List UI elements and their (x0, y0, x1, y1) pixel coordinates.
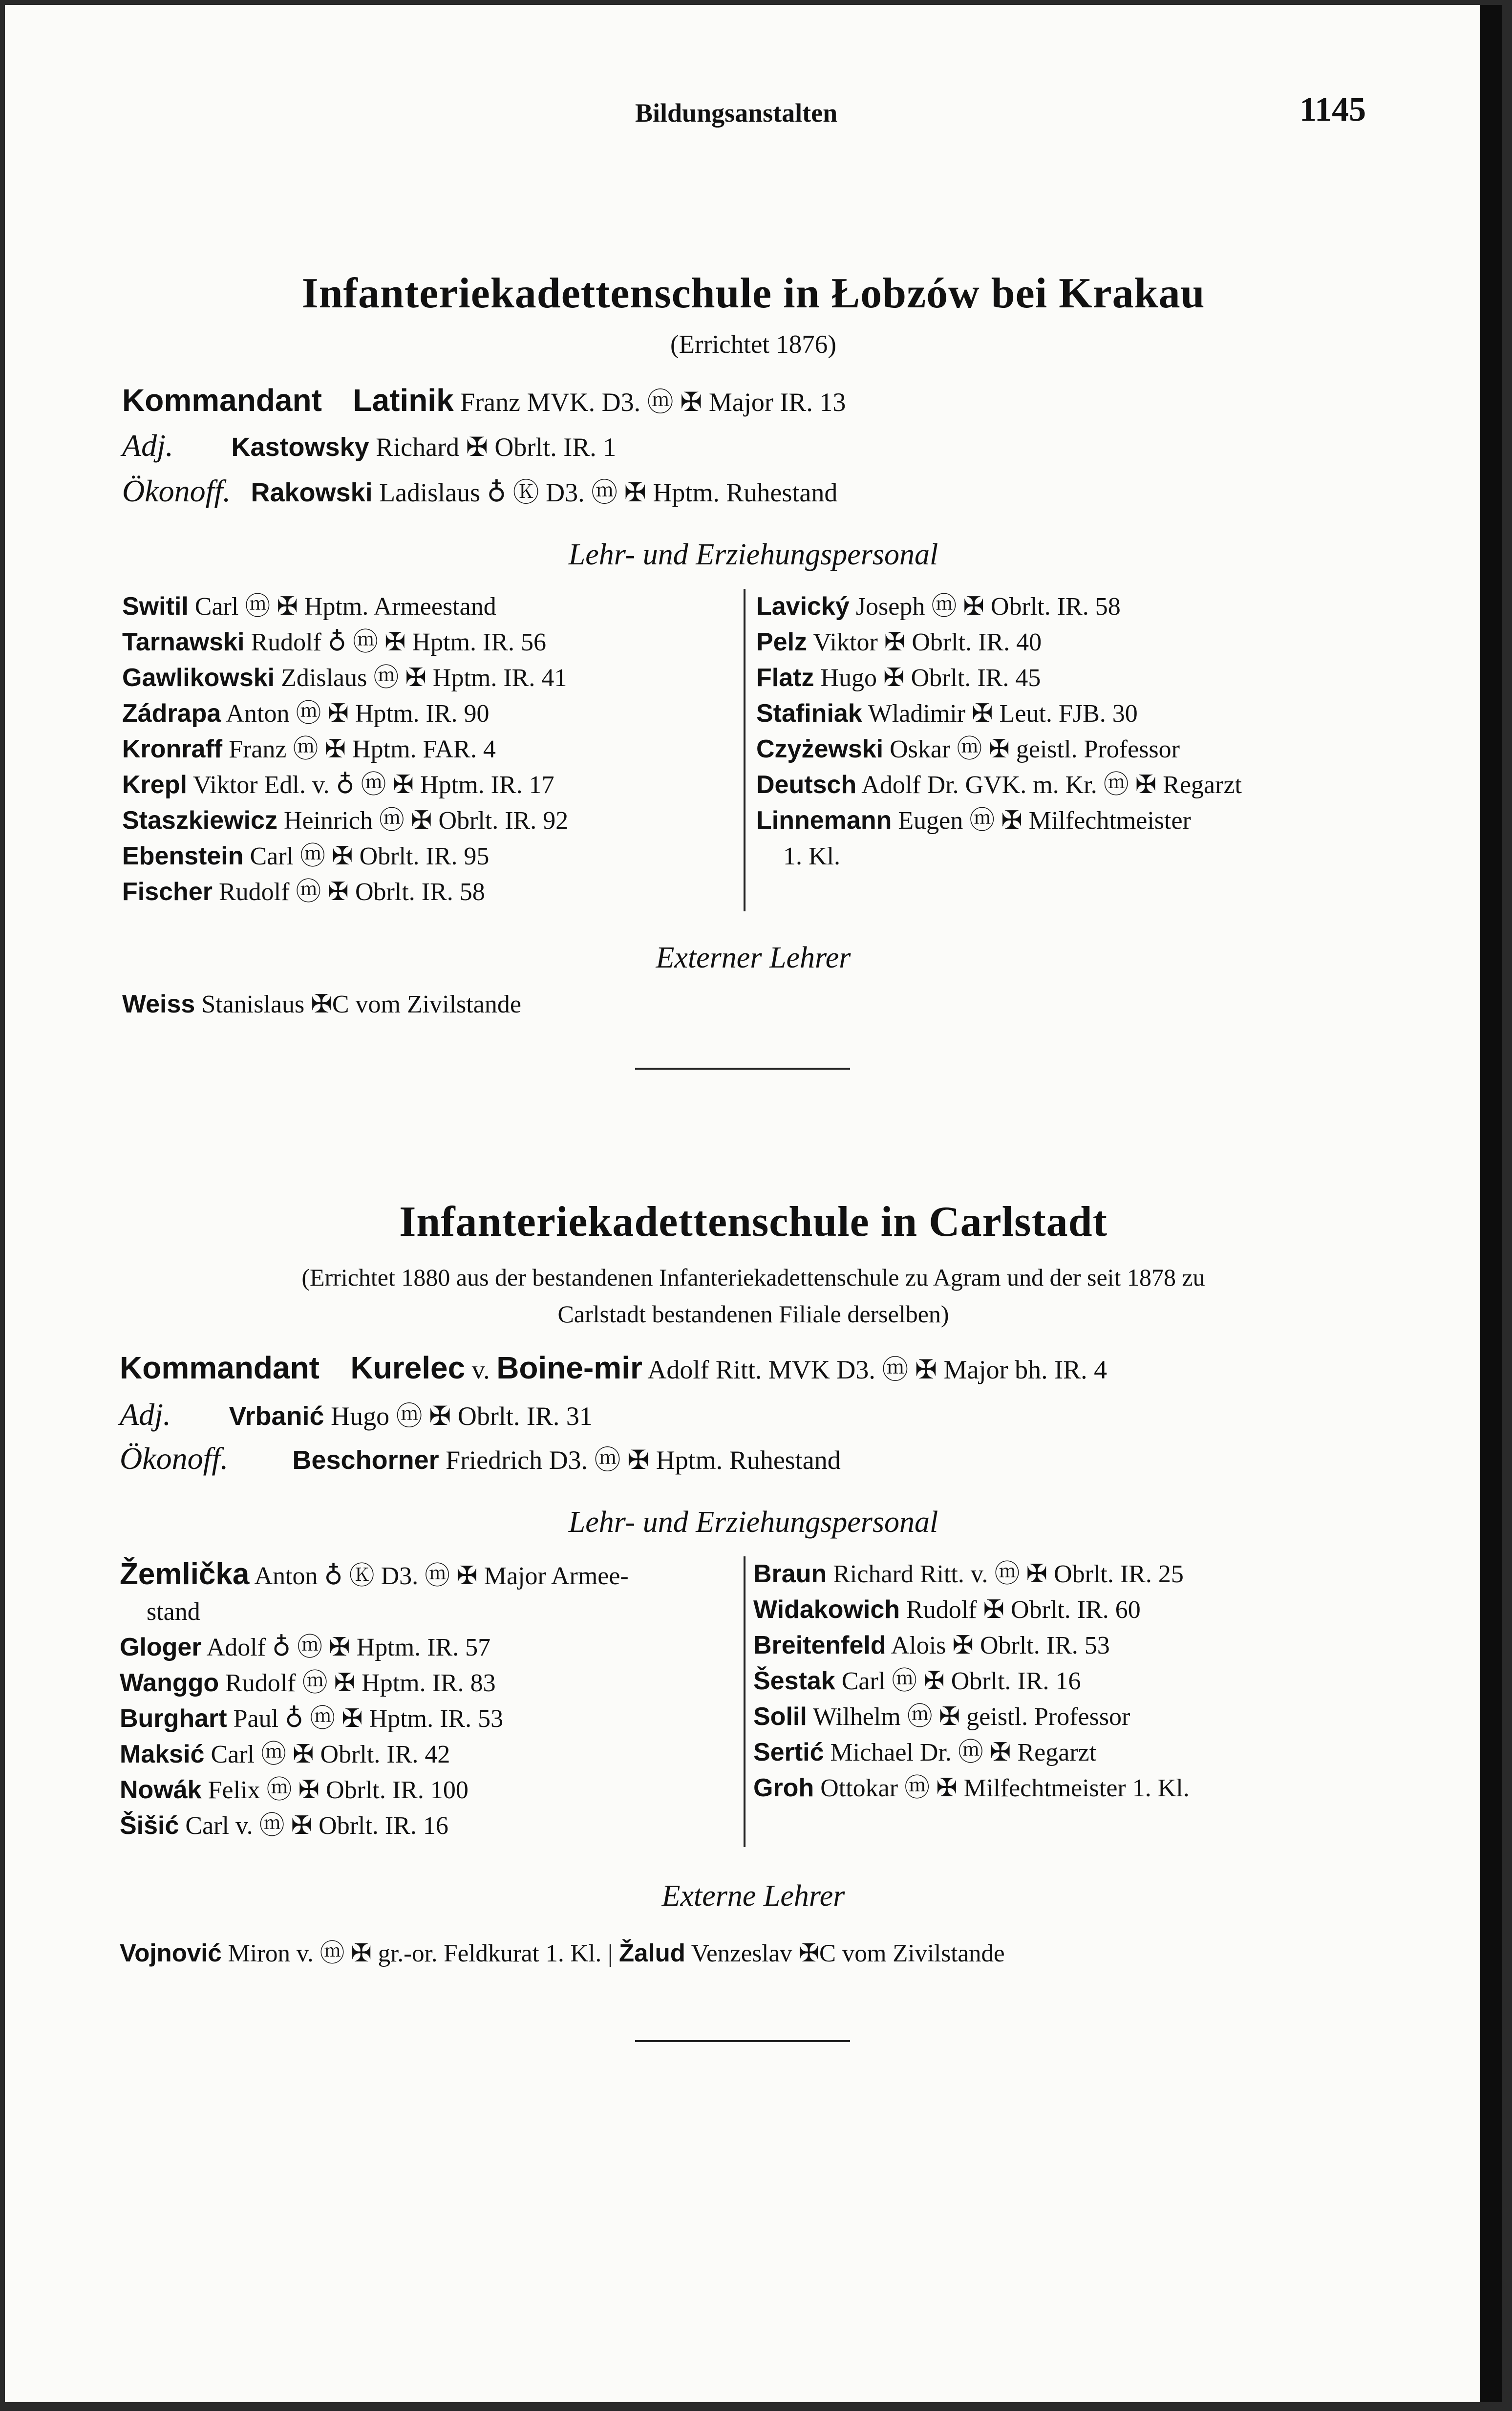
staff-entry (122, 839, 568, 874)
person-details: Carl v. ⓜ ✠ Obrlt. IR. 16 (185, 1812, 448, 1840)
person-details: Adolf ♁ ⓜ ✠ Hptm. IR. 57 (206, 1634, 491, 1661)
person-name: Switil (122, 592, 189, 621)
staff-entry (753, 1770, 1190, 1806)
staff-entry (120, 1808, 629, 1844)
person-name: Flatz (756, 664, 814, 692)
person-details: Venzeslav ✠C vom Zivilstande (691, 1940, 1005, 1967)
person-details: Ladislaus ♁ Ⓚ D3. ⓜ ✠ Hptm. Ruhestand (379, 478, 838, 507)
staff-entry (753, 1556, 1190, 1592)
school1-staff-heading: Lehr- und Erziehungspersonal (568, 538, 938, 571)
school2-staff-right (753, 1556, 1190, 1806)
staff-entry (756, 732, 1242, 767)
person-details: Hugo ✠ Obrlt. IR. 45 (820, 664, 1041, 692)
staff-entry (120, 1630, 629, 1665)
school1-staff-right (756, 589, 1242, 874)
role-label: Adj. (120, 1397, 171, 1432)
person-details: Miron v. ⓜ ✠ gr.-or. Feldkurat 1. Kl. | (228, 1940, 613, 1967)
person-name: Rakowski (251, 478, 373, 507)
staff-entry (122, 660, 568, 696)
staff-entry (120, 1737, 629, 1772)
staff-entry (122, 874, 568, 910)
person-details: Heinrich ⓜ ✠ Obrlt. IR. 92 (283, 807, 569, 835)
school2-kommandant (120, 1349, 1107, 1386)
staff-entry (120, 1772, 629, 1808)
school2-title: Infanteriekadettenschule in Carlstadt (399, 1198, 1107, 1246)
school2-adj (120, 1395, 593, 1433)
staff-entry (753, 1628, 1190, 1663)
school2-subtitle-line2: Carlstadt bestandenen Filiale derselben) (557, 1300, 949, 1328)
person-details: Carl ⓜ ✠ Obrlt. IR. 95 (250, 842, 490, 870)
person-name: Žalud (618, 1939, 685, 1967)
person-name: Ebenstein (122, 842, 244, 870)
person-details: Hugo ⓜ ✠ Obrlt. IR. 31 (331, 1401, 593, 1431)
school1-adj (122, 428, 616, 464)
staff-entry (122, 803, 568, 839)
person-details: Rudolf ✠ Obrlt. IR. 60 (906, 1596, 1141, 1624)
school1-subtitle: (Errichtet 1876) (670, 330, 836, 359)
person-name: Beschorner (292, 1445, 439, 1475)
person-name: Linnemann (756, 806, 892, 835)
person-details: Stanislaus ✠C vom Zivilstande (201, 990, 521, 1018)
staff-entry (120, 1701, 629, 1737)
school1-title: Infanteriekadettenschule in Łobzów bei Krakau (301, 270, 1205, 317)
person-details: stand (147, 1598, 200, 1626)
staff-entry-continuation (120, 1594, 629, 1630)
person-name: Groh (753, 1774, 814, 1802)
person-details: Ottokar ⓜ ✠ Milfechtmeister 1. Kl. (820, 1774, 1190, 1802)
person-name: Maksić (120, 1740, 205, 1768)
staff-entry (753, 1663, 1190, 1699)
person-name: Stafiniak (756, 699, 862, 728)
person-name: Wanggo (120, 1669, 219, 1697)
person-details: Adolf Dr. GVK. m. Kr. ⓜ ✠ Regarzt (861, 771, 1242, 799)
staff-entry (756, 696, 1242, 732)
role-label: Kommandant (120, 1350, 319, 1385)
name-particle: v. (471, 1355, 490, 1384)
role-label: Adj. (122, 428, 173, 463)
person-details: Rudolf ♁ ⓜ ✠ Hptm. IR. 56 (251, 628, 547, 656)
staff-entry (122, 732, 568, 767)
school2-staff-left (120, 1556, 629, 1844)
school2-oekonom (120, 1439, 841, 1477)
school1-oekonom (122, 472, 837, 509)
person-details: Anton ⓜ ✠ Hptm. IR. 90 (226, 700, 490, 728)
person-name: Zádrapa (122, 699, 221, 728)
person-name: Sertić (753, 1738, 824, 1766)
person-details: Carl ⓜ ✠ Obrlt. IR. 16 (841, 1667, 1081, 1695)
person-name: Lavický (756, 592, 850, 621)
staff-entry (122, 767, 568, 803)
staff-entry-continuation (756, 839, 1242, 874)
staff-entry (122, 696, 568, 732)
person-name: Kronraff (122, 735, 223, 763)
person-details: Carl ⓜ ✠ Obrlt. IR. 42 (211, 1741, 450, 1768)
staff-entry (756, 803, 1242, 839)
staff-entry (122, 624, 568, 660)
person-name: Widakowich (753, 1595, 900, 1624)
person-name: Czyżewski (756, 735, 884, 763)
person-details: Wilhelm ⓜ ✠ geistl. Professor (812, 1703, 1130, 1731)
person-details: 1. Kl. (783, 842, 840, 870)
person-name: Krepl (122, 771, 187, 799)
person-details: Oskar ⓜ ✠ geistl. Professor (890, 735, 1180, 763)
staff-entry (756, 767, 1242, 803)
role-label: Ökonoff. (120, 1441, 229, 1476)
person-name: Šišić (120, 1811, 179, 1840)
person-details: Franz MVK. D3. ⓜ ✠ Major IR. 13 (460, 387, 846, 417)
person-details: Carl ⓜ ✠ Hptm. Armeestand (194, 593, 496, 621)
person-name: Burghart (120, 1704, 227, 1733)
person-name: Kurelec (350, 1350, 466, 1385)
person-name: Vrbanić (229, 1401, 324, 1431)
person-details: Richard Ritt. v. ⓜ ✠ Obrlt. IR. 25 (833, 1560, 1184, 1588)
person-name: Tarnawski (122, 628, 245, 656)
person-details: Michael Dr. ⓜ ✠ Regarzt (830, 1739, 1097, 1766)
staff-entry (753, 1592, 1190, 1628)
person-details: Zdislaus ⓜ ✠ Hptm. IR. 41 (281, 664, 567, 692)
person-details: Anton ♁ Ⓚ D3. ⓜ ✠ Major Armee- (254, 1562, 629, 1590)
person-name: Weiss (122, 990, 195, 1018)
person-details: Eugen ⓜ ✠ Milfechtmeister (898, 807, 1191, 835)
person-name: Deutsch (756, 771, 857, 799)
person-name: Šestak (753, 1667, 835, 1695)
running-header: Bildungsanstalten (635, 98, 838, 128)
person-details: Felix ⓜ ✠ Obrlt. IR. 100 (208, 1776, 469, 1804)
staff-entry (120, 1665, 629, 1701)
school1-staff-left (122, 589, 568, 910)
staff-entry (753, 1735, 1190, 1770)
person-details: Adolf Ritt. MVK D3. ⓜ ✠ Major bh. IR. 4 (647, 1355, 1107, 1384)
person-name: Gloger (120, 1633, 202, 1661)
person-details: Alois ✠ Obrlt. IR. 53 (891, 1632, 1110, 1659)
person-name: Braun (753, 1560, 827, 1588)
person-name: Solil (753, 1702, 807, 1731)
person-details: Friedrich D3. ⓜ ✠ Hptm. Ruhestand (446, 1445, 841, 1475)
school1-external-entry (122, 990, 521, 1019)
person-details: Paul ♁ ⓜ ✠ Hptm. IR. 53 (233, 1705, 504, 1733)
school2-staff-heading: Lehr- und Erziehungspersonal (568, 1506, 938, 1539)
section-separator (635, 2040, 850, 2042)
person-details: Viktor ✠ Obrlt. IR. 40 (813, 628, 1042, 656)
person-name: Pelz (756, 628, 808, 656)
school1-kommandant (122, 381, 846, 419)
school1-external-heading: Externer Lehrer (656, 941, 851, 974)
person-name: Vojnović (120, 1939, 222, 1967)
person-name: Gawlikowski (122, 664, 275, 692)
staff-entry (120, 1556, 629, 1594)
section-separator (635, 1068, 850, 1070)
person-details: Rudolf ⓜ ✠ Hptm. IR. 83 (225, 1669, 496, 1697)
role-label: Kommandant (122, 383, 322, 418)
person-name: Breitenfeld (753, 1631, 886, 1659)
staff-entry (756, 660, 1242, 696)
person-details: Franz ⓜ ✠ Hptm. FAR. 4 (229, 735, 496, 763)
person-details: Richard ✠ Obrlt. IR. 1 (376, 432, 617, 462)
staff-entry (122, 589, 568, 624)
document-page (5, 5, 1502, 2402)
staff-entry (756, 624, 1242, 660)
person-details: Viktor Edl. v. ♁ ⓜ ✠ Hptm. IR. 17 (192, 771, 554, 799)
column-divider (744, 589, 745, 911)
person-details: Joseph ⓜ ✠ Obrlt. IR. 58 (855, 593, 1121, 621)
person-details: Rudolf ⓜ ✠ Obrlt. IR. 58 (218, 878, 485, 906)
person-name: Kastowsky (231, 432, 369, 462)
column-divider (744, 1556, 745, 1847)
staff-entry (756, 589, 1242, 624)
person-name: Staszkiewicz (122, 806, 277, 835)
school2-subtitle-line1: (Errichtet 1880 aus der bestandenen Infanteriekadettenschule zu Agram und der seit 1878 zu (301, 1264, 1205, 1291)
school2-external-heading: Externe Lehrer (661, 1879, 845, 1913)
staff-entry (753, 1699, 1190, 1735)
person-name: Latinik (353, 383, 454, 418)
person-name-2: Boine-mir (496, 1350, 642, 1385)
person-name: Žemlička (120, 1557, 250, 1591)
page-number: 1145 (1299, 91, 1366, 129)
person-name: Nowák (120, 1776, 202, 1804)
person-details: Wladimir ✠ Leut. FJB. 30 (868, 700, 1138, 728)
school2-external-entries (120, 1933, 1005, 1969)
person-name: Fischer (122, 878, 213, 906)
role-label: Ökonoff. (122, 474, 231, 508)
